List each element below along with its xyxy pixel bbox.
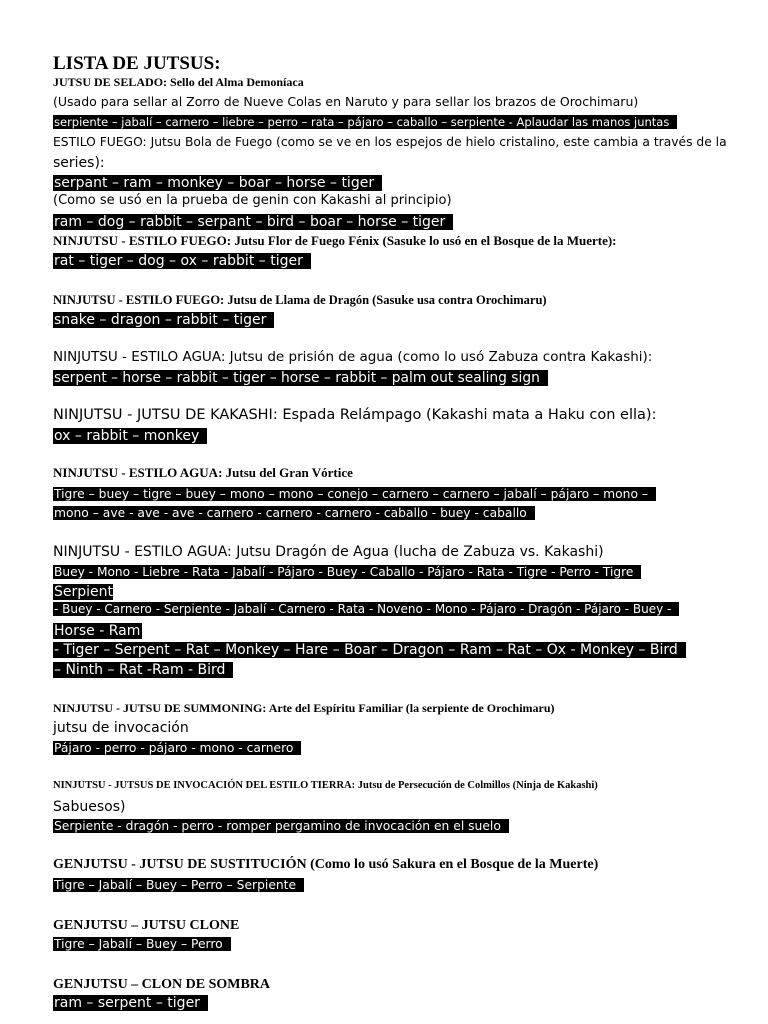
section-heading	[53, 76, 304, 90]
hand-signs-highlight: Horse - Ram	[54, 623, 141, 639]
heading-name: Arte del Espíritu Familiar (la serpiente de Orochimaru)	[266, 701, 555, 715]
hand-signs-line	[53, 819, 509, 833]
hand-signs-line	[53, 371, 548, 387]
hand-signs-line	[53, 253, 311, 269]
hand-signs-highlight: rat – tiger – dog – ox – rabbit – tiger	[53, 253, 311, 269]
hand-signs-highlight: mono – ave - ave - ave - carnero - carnero - carnero - caballo - buey - caballo	[53, 506, 535, 520]
heading-name: Jutsu del Gran Vórtice	[222, 465, 353, 480]
heading-name: Jutsu de Persecución de Colmillos (Ninja de Kakashi)	[355, 780, 598, 791]
section-heading: NINJUTSU - ESTILO AGUA: Jutsu de prisión de agua (como lo usó Zabuza contra Kakashi):	[53, 349, 653, 365]
section-heading: GENJUTSU – JUTSU CLONE	[53, 918, 240, 933]
hand-signs-highlight: Tigre – Jabalí – Buey – Perro – Serpiente	[53, 878, 304, 892]
hand-signs-highlight: - Buey - Carnero - Serpiente - Jabalí - Carnero - Rata - Noveno - Mono - Pájaro - Dragón - Pájaro - Buey -	[53, 602, 679, 616]
hand-signs-line	[53, 506, 535, 520]
hand-signs-highlight: serpent – horse – rabbit – tiger – horse – rabbit – palm out sealing sign	[53, 370, 548, 386]
heading-category: NINJUTSU - ESTILO AGUA:	[53, 465, 223, 480]
hand-signs-highlight: ox – rabbit – monkey	[53, 428, 207, 444]
page-title: LISTA DE JUTSUS:	[53, 53, 221, 74]
heading-name: Sello del Alma Demoníaca	[167, 75, 304, 89]
hand-signs-line	[53, 603, 679, 617]
hand-signs-highlight: – Ninth – Rat -Ram - Bird	[53, 662, 233, 678]
hand-signs-line	[53, 995, 208, 1011]
hand-signs-line	[53, 312, 274, 328]
section-subline: jutsu de invocación	[53, 720, 189, 736]
heading-name: Jutsu de Llama de Dragón (Sasuke usa contra Orochimaru)	[224, 293, 547, 307]
heading-category: NINJUTSU - JUTSUS DE INVOCACIÓN DEL ESTILO TIERRA:	[53, 780, 356, 791]
hand-signs-line	[53, 642, 686, 658]
hand-signs-highlight: Pájaro - perro - pájaro - mono - carnero	[53, 741, 301, 755]
hand-signs-line	[53, 214, 453, 230]
hand-signs-highlight: serpant – ram – monkey – boar – horse – tiger	[53, 175, 382, 191]
hand-signs-line	[53, 175, 382, 191]
section-heading	[53, 466, 353, 481]
section-heading: GENJUTSU – CLON DE SOMBRA	[53, 977, 271, 992]
section-heading	[53, 234, 617, 249]
section-heading	[53, 780, 598, 792]
section-heading: GENJUTSU - JUTSU DE SUSTITUCIÓN (Como lo usó Sakura en el Bosque de la Muerte)	[53, 857, 599, 872]
hand-signs-line	[53, 565, 641, 579]
section-heading: NINJUTSU - ESTILO AGUA: Jutsu Dragón de Agua (lucha de Zabuza vs. Kakashi)	[53, 544, 604, 560]
hand-signs-line	[53, 428, 207, 444]
hand-signs-line	[53, 487, 656, 501]
hand-signs-highlight: - Tiger – Serpent – Rat – Monkey – Hare – Boar – Dragon – Ram – Rat – Ox - Monkey – Bird	[53, 642, 686, 658]
section-heading: ESTILO FUEGO: Jutsu Bola de Fuego (como se ve en los espejos de hielo cristalino, este cambia a través de la	[53, 135, 727, 149]
hand-signs-highlight: ram – dog – rabbit – serpant – bird – boar – horse – tiger	[53, 214, 453, 230]
hand-signs-line	[53, 116, 677, 129]
hand-signs-highlight: Serpiente - dragón - perro - romper pergamino de invocación en el suelo	[53, 819, 509, 833]
hand-signs-highlight: ram – serpent – tiger	[53, 995, 208, 1011]
heading-category: NINJUTSU - ESTILO FUEGO:	[53, 233, 232, 248]
section-note: (Usado para sellar al Zorro de Nueve Colas en Naruto y para sellar los brazos de Orochimaru)	[53, 94, 639, 109]
hand-signs-highlight: Buey - Mono - Liebre - Rata - Jabalí - Pájaro - Buey - Caballo - Pájaro - Rata - Tigre - Perro - Tigre	[53, 565, 641, 579]
hand-signs-highlight: Tigre – buey – tigre – buey – mono – mono – conejo – carnero – carnero – jabalí – pájaro – mono –	[53, 487, 656, 501]
section-heading-continued: series):	[53, 155, 105, 171]
section-heading	[53, 702, 555, 716]
section-note: (Como se usó en la prueba de genin con Kakashi al principio)	[53, 193, 452, 208]
hand-signs-line	[53, 662, 233, 678]
heading-category: NINJUTSU - JUTSU DE SUMMONING:	[53, 701, 267, 715]
section-heading	[53, 293, 547, 307]
hand-signs-line	[53, 741, 301, 755]
hand-signs-highlight: snake – dragon – rabbit – tiger	[53, 312, 274, 328]
hand-signs-line	[53, 584, 113, 600]
hand-signs-highlight: Tigre – Jabalí – Buey – Perro	[53, 937, 231, 951]
heading-category: NINJUTSU - ESTILO FUEGO:	[53, 293, 225, 307]
section-subline: Sabuesos)	[53, 799, 126, 815]
heading-category: JUTSU DE SELADO:	[53, 75, 168, 89]
hand-signs-highlight: Serpient	[54, 584, 114, 600]
hand-signs-line	[53, 623, 142, 639]
hand-signs-line	[53, 878, 304, 892]
hand-signs-highlight: serpiente – jabalí – carnero – liebre – perro – rata – pájaro – caballo – serpiente - Aplaudar las manos juntas	[53, 115, 677, 129]
hand-signs-line	[53, 937, 231, 951]
section-heading: NINJUTSU - JUTSU DE KAKASHI: Espada Relámpago (Kakashi mata a Haku con ella):	[53, 407, 657, 423]
heading-name: Jutsu Flor de Fuego Fénix (Sasuke lo usó en el Bosque de la Muerte):	[231, 233, 617, 248]
